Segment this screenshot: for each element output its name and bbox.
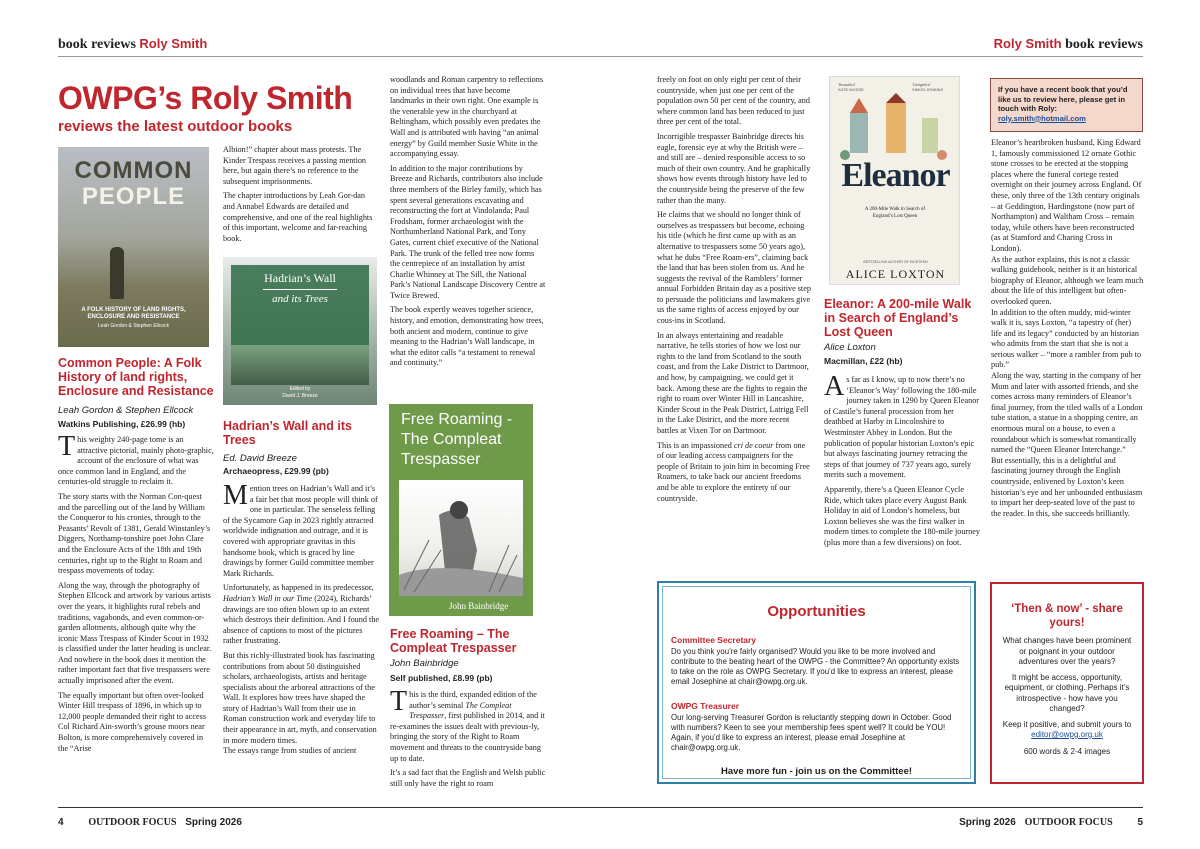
footer-rule <box>58 807 600 808</box>
cover-illustrations <box>830 93 960 163</box>
book2-title: Hadrian’s Wall and its Trees <box>223 419 352 447</box>
then-now-text1: What changes have been prominent or poignant in your outdoor adventures over the years? <box>1002 636 1132 666</box>
cover-title: Free Roaming - The Compleat Trespasser <box>401 411 513 468</box>
magazine-name: OUTDOOR FOCUS <box>88 817 177 828</box>
header-author-name: Roly Smith <box>139 36 208 51</box>
left-page-header: book reviews Roly Smith <box>58 36 208 52</box>
cover-title: Eleanor <box>841 157 950 194</box>
book3-review-col1: This is the third, expanded edition of the author’s seminal The Compleat Trespasser, first published in 2014, and it re-examines the issues dealt with previous-ly, bringing the story of the Right to Roam movement and threats to the countryside bang up to date. It’s a sad fact that the English and Welsh public still only have the right to roam <box>390 686 546 788</box>
book1-review-col2: Albion!” chapter about mass protests. The Kinder Trespass receives a passing mention here, but again there’s no reference to the subsequent imprisonments. The chapter introductions by Leah Gor-dan and Annabel Edwards are detailed and comprehensive, and one of the real highlights of this important, welcome and far-reaching book. <box>223 145 373 243</box>
eleanor-cover: ‘Beautiful’ KATE MOSSE ‘Delightful’ SIMON JENKINS Eleanor A 200-Mile Walk in Search of England’s Lost Queen BESTSELLING AUTHOR OF EIGHTEEN ALICE LOXTON <box>829 76 960 285</box>
header-author-name: Roly Smith <box>993 36 1062 51</box>
cover-subtitle: A 200-Mile Walk in Search of England’s Lost Queen <box>864 207 926 219</box>
cover-editor-label: Edited by <box>289 386 311 392</box>
book4-review-col1: As far as I know, up to now there’s no ‘Eleanor’s Way’ following the 180-mile journey taken in 1290 by Queen Eleanor of Castile’s funeral procession from her deathbed at Harby in Lincolnshire to Westminster Abbey in London. But the publication of popular historian Loxton’s epic but always fascinating journey retracing the steps of that journey of 737 years ago, surely merits such a movement. Apparently, there’s a Queen Eleanor Cycle Ride, which takes place every August Bank Holiday in aid of London’s homeless, but Loxton believes she was the first walker in modern times to complete the 180-mile journey (plus more than a few diversions) on foot. <box>824 371 980 547</box>
book2-author: Ed. David Breeze <box>223 453 297 464</box>
header-rule <box>58 56 600 57</box>
book1-review-col1: This weighty 240-page tome is an attractive pictorial, mainly photo-graphic, account of the enclosure of what was once common land in England, and the centuries-old struggle to reclaim it. The story starts with the Norman Con-quest and the parcelling out of the land by William the Conqueror to his cronies, through to the Peasants’ Revolt of 1381, Gerald Winstanley’s Diggers, Northamp-tonshire poet John Clare and the Enclosure Acts of the 18th and 19th centuries, right up to the Right to Roam and trespass movements of today. Along the way, through the photography of Stephen Ellcock and artwork by various artists over the years, it highlights rural rebels and traditions, vagabonds, and even common-or-garden allotments, although quite why the iconic Mass Trespass of Kinder Scout in 1932 is classified under the latter heading is unclear. And nowhere in the book does it mention the rather important fact that five trespassers were actually imprisoned after the event. The equally important but often over-looked Winter Hill trespass of 1896, in which up to 12,000 people demanded their right to access Col Richard Ain-sworth’s grouse moors near Bolton, is more comprehensively covered in the “Arise <box>58 431 214 753</box>
right-page-header: Roly Smith book reviews <box>993 36 1143 52</box>
hadrians-wall-cover <box>223 257 377 405</box>
opportunities-title: Opportunities <box>767 603 866 620</box>
then-now-text3: Keep it positive, and submit yours to editor@owpg.org.uk <box>1002 719 1132 739</box>
book1-title: Common People: A Folk History of land rights, Enclosure and Resistance <box>58 356 214 398</box>
cover-landscape <box>231 345 369 385</box>
cover-authors: Leah Gordon & Stephen Ellcock <box>97 323 170 329</box>
page-number: 5 <box>1137 817 1143 828</box>
issue: Spring 2026 <box>959 817 1016 828</box>
cover-word-people: PEOPLE <box>81 183 186 210</box>
book4-title: Eleanor: A 200-mile Walk in Search of England’s Lost Queen <box>824 297 972 339</box>
drop-cap: T <box>58 431 76 462</box>
drop-cap: M <box>223 480 248 511</box>
left-footer <box>58 817 242 828</box>
cover-title-line1: Hadrian’s Wall <box>264 271 336 285</box>
editor-email-link[interactable]: editor@owpg.org.uk <box>1031 730 1103 739</box>
cover-author: John Bainbridge <box>449 601 509 611</box>
main-subtitle: reviews the latest outdoor books <box>58 118 293 135</box>
book4-publisher: Macmillan, £22 (hb) <box>824 356 903 366</box>
book4-review-col2: Eleanor’s heartbroken husband, King Edward 1, famously commissioned 12 ornate Gothic stone crosses to be erected at the stopping places where the funeral cortege rested overnight on their journey across England. Of these, only three of the 13th century originals – at Geddington, Hardingstone (now part of Northampton) and Waltham Cross – remain today, while others have been reconstructed (as at Stamford and Charing Cross in London). As the author explains, this is not a classic walking guidebook, neither is it an historical biography of Eleanor, although we learn much about the life of this intelligent but often-overlooked queen. In addition to the often muddy, mid-winter walk it is, says Loxton, “a tapestry of (her) life and its legacy” conducted by an historian who admits from the start that she is not a serious walker – “more a rambler from pub to pub.” Along the way, starting in the company of her Mum and later with assorted friends, and she comes across many reminders of Eleanor’s final journey, from the tiled walls of a London tube station, a statue in a shopping centre, an enormous mural on a house, to even a roundabout which is somewhat romantically named the “Queen Eleanor Interchange.” But essentially, this is a delightful and fascinating journey through the English countryside, enlivened by Loxton’s keen historian’s eye and her unbounded enthusiasm to impart her deep-seated love of the past to the reader. In this, she succeeds brilliantly. <box>991 138 1144 518</box>
drop-cap: T <box>390 686 408 717</box>
role1-text: Do you think you’re fairly organised? Would you like to be more involved and contribute to the beating heart of the OWPG - the Committee? An opportunity exists to take on the role as OWPG Secretary. If you’d like to express an interest, please email Josephine at chair@owpg.org.uk. <box>671 647 960 686</box>
then-now-text4: 600 words & 2-4 images <box>1023 746 1111 756</box>
role2-title: OWPG Treasurer <box>671 701 740 711</box>
common-people-cover <box>58 147 209 347</box>
book1-author: Leah Gordon & Stephen Ellcock <box>58 405 194 416</box>
then-now-title: ‘Then & now’ - share yours! <box>1011 603 1123 629</box>
book3-title: Free Roaming – The Compleat Trespasser <box>390 627 517 655</box>
book3-author: John Bainbridge <box>390 658 459 669</box>
header-rule <box>600 56 1143 57</box>
book2-review-col1: Mention trees on Hadrian’s Wall and it’s a fair bet that most people will think of one in particular. The senseless felling of the Sycamore Gap in 2023 rightly attracted worldwide indignation and outrage, and it is covered with appropriate gravitas in this handsome book, which is graced by line drawings by former Guild committee member Mark Richards. Unfortunately, as happened in its predecessor, Hadrian’s Wall in our Time (2024), Richards’ drawings are too often blown up to an extent which destroys their definition. And I found the absence of captions to most of the pictures rather frustrating. But this richly-illustrated book has fascinating contributions from about 50 distinguished scholars, archaeologists, artists and heritage specialists about the arboreal attractions of the Wall. It explores how trees have shaped the story of Hadrian’s Wall from their use in Roman construction work and everyday life to their appearance in art, myth, and conservation in more modern times. The essays range from studies of ancient <box>223 480 379 756</box>
opportunities-box <box>657 581 976 784</box>
cover-illustration <box>399 480 523 596</box>
review-request-box: If you have a recent book that you’d like us to review here, please get in touch with Roly: roly.smith@hotmail.com <box>990 78 1143 132</box>
book2-publisher: Archaeopress, £29.99 (pb) <box>223 466 329 476</box>
book3-publisher: Self published, £8.99 (pb) <box>390 673 493 683</box>
drop-cap: A <box>824 371 845 402</box>
magazine-name: OUTDOOR FOCUS <box>1024 817 1113 828</box>
cover-editor: David J. Breeze <box>282 393 318 399</box>
role1-title: Committee Secretary <box>671 635 757 645</box>
book1-publisher: Watkins Publishing, £26.99 (hb) <box>58 419 186 429</box>
book4-author: Alice Loxton <box>824 342 876 353</box>
cover-figure <box>110 247 124 299</box>
then-now-text2: It might be access, opportunity, equipment, or clothing. Perhaps it’s introspective - how have you changed? <box>1004 672 1130 713</box>
review-email-link[interactable]: roly.smith@hotmail.com <box>998 113 1086 123</box>
role2-text: Our long-serving Treasurer Gordon is reluctantly stepping down in October. Good with numbers? Keen to see your membership fees spent well? It could be YOU! Again, if you’d like to express an interest, please email Josephine at chair@owpg.org.uk. <box>671 713 952 752</box>
main-title: OWPG’s Roly Smith <box>58 80 353 116</box>
right-footer <box>959 817 1143 828</box>
footer-rule <box>600 807 1143 808</box>
page-number: 4 <box>58 817 64 828</box>
opportunities-footer: Have more fun - join us on the Committee! <box>720 766 913 777</box>
cover-title-line2: and its Trees <box>272 293 328 305</box>
trespasser-drawing <box>399 480 523 596</box>
book3-review-col2: freely on foot on only eight per cent of their countryside, when just one per cent of the population own 50 per cent of the country, and where common land has been reduced to just three per cent of the total. Incorrigible trespasser Bainbridge directs his eagle, forensic eye at why the British were – and still are – denied responsible access to so much of their own country. And he graphically shows how events through history have led to the countryside being the preserve of the few rather than the many. He claims that we should no longer think of ourselves as trespassers but become, echoing his title (which he first came up with as an alternative to trespassers some 50 years ago), what he dubs “Free Roam-ers”, claiming back the land that has been stolen from us. And he suggests the revival of the Ramblers’ former annual Forbidden Britain day as a positive step to persuade the politicians and lawmakers give us the same rights of access enjoyed by our cous-ins in Scotland. In an always entertaining and readable narrative, he tells stories of how we lost our rights to the land from Scotland to the south coast, and from the Lake District to Dartmoor, and how, by campaigning, we could get it back. Among these are the fights to regain the right to roam over Winter Hill in Lancashire, Kinder Scout in the Peak District, Latrigg Fell in the Lake District, and the more recent battles at Vixen Tor on Dartmoor. This is an impassioned cri de coeur from one of our leading access campaigners for the people of Britain to join him in becoming Free Roamers, to take back our ancient freedoms and be able to explore the entirety of our countryside. <box>657 75 811 503</box>
right-page <box>600 0 1200 849</box>
then-now-box <box>990 582 1144 784</box>
issue: Spring 2026 <box>185 817 242 828</box>
book2-review-col2: woodlands and Roman carpentry to reflections on individual trees that have become landmarks in their own right. One example is the venerable yew in the churchyard at Beltingham, which possibly even predates the Wall and is attributed with having “an animal energy” by Guild member Susie White in the accompanying essay. In addition to the major contributions by Breeze and Richards, contributors also include three members of the Birley family, which has spent several generations excavating and reconstructing the fort at Vindolanda; Paul Frodsham, former archaeologist with the Northumberland National Park, and Tony Gates, current chief executive of the National Park. The trunk of the felled tree now forms the centrepiece of an installation by artist Charlie Whinney at The Sill, the National Park’s National Landscape Discovery Centre at Twice Brewed. The book expertly weaves together science, history, and emotion, demonstrating how trees, both ancient and modern, continue to give meaning to the Hadrian’s Wall landscape, in what the editor calls “a testament to renewal and continuity.” <box>390 75 546 368</box>
cover-word-common: COMMON <box>74 157 193 184</box>
cover-subtitle: A FOLK HISTORY OF LAND RIGHTS, ENCLOSURE AND RESISTANCE <box>81 307 186 320</box>
cover-divider <box>263 289 337 290</box>
free-roaming-cover <box>389 404 533 616</box>
cover-author: ALICE LOXTON <box>845 267 946 281</box>
